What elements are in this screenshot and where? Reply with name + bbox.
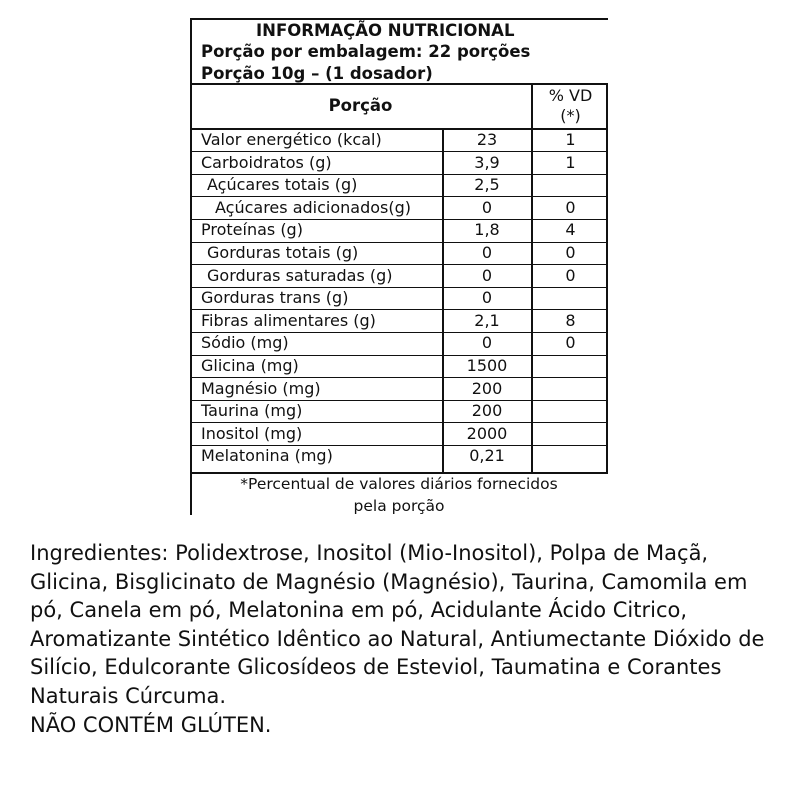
row-divider (190, 309, 608, 310)
row-divider (190, 219, 608, 220)
nutrient-name: Gorduras saturadas (g) (207, 265, 393, 285)
footnote-line-2: pela porção (353, 497, 445, 515)
row-divider (190, 400, 608, 401)
nutrient-amount: 0 (481, 288, 493, 308)
column-header-divider (190, 128, 608, 130)
vd-column-divider (531, 83, 533, 472)
nutrient-amount: 1500 (466, 356, 508, 375)
nutrient-amount: 1,8 (474, 220, 500, 240)
nutrient-amount: 200 (471, 378, 503, 398)
portion-size: Porção 10g – (1 dosador) (201, 64, 433, 83)
row-divider (190, 377, 608, 378)
table-bottom-divider (190, 472, 608, 474)
servings-per-package: Porção por embalagem: 22 porções (201, 42, 531, 61)
nutrient-name: Fibras alimentares (g) (201, 310, 376, 330)
ingredients-section (30, 539, 780, 739)
table-right-border (606, 83, 608, 472)
header-divider (190, 83, 608, 85)
row-divider (190, 287, 608, 288)
nutrient-vd: 0 (565, 265, 576, 285)
row-divider (190, 355, 608, 356)
nutrient-vd: 0 (565, 197, 576, 217)
row-divider (190, 422, 608, 423)
gluten-notice: NÃO CONTÉM GLÚTEN. (30, 712, 272, 737)
nutrient-vd: 1 (565, 152, 576, 172)
portion-column-header: Porção (328, 96, 393, 115)
nutrient-vd: 0 (565, 243, 576, 262)
nutrient-amount: 2,1 (474, 310, 500, 330)
nutrient-amount: 2,5 (474, 175, 500, 195)
nutrient-amount: 200 (471, 401, 503, 421)
nutrient-name: Gorduras totais (g) (207, 243, 359, 262)
nutrient-amount: 0 (481, 265, 493, 285)
vd-header-asterisk: (*) (560, 106, 581, 125)
row-divider (190, 242, 608, 243)
row-divider (190, 332, 608, 333)
nutrition-facts-table (190, 18, 608, 515)
nutrient-amount: 0 (481, 333, 493, 353)
nutrient-name: Valor energético (kcal) (201, 130, 382, 149)
vd-header-label: % VD (548, 86, 593, 105)
nutrient-vd: 4 (565, 220, 576, 240)
nutrient-amount: 0 (481, 197, 493, 217)
table-title: INFORMAÇÃO NUTRICIONAL (256, 21, 515, 40)
nutrient-name: Sódio (mg) (201, 333, 289, 353)
nutrient-vd: 0 (565, 333, 576, 353)
nutrient-amount: 0 (481, 243, 493, 262)
nutrient-vd: 8 (565, 310, 576, 330)
row-divider (190, 445, 608, 446)
nutrient-name: Taurina (mg) (201, 401, 303, 421)
row-divider (190, 264, 608, 265)
table-top-border (190, 18, 608, 20)
row-divider (190, 196, 608, 197)
nutrient-name: Magnésio (mg) (201, 378, 321, 398)
nutrient-name: Carboidratos (g) (201, 152, 332, 172)
footnote-line-1: *Percentual de valores diários fornecidos (240, 475, 558, 493)
nutrient-amount: 2000 (466, 423, 508, 443)
row-divider (190, 151, 608, 152)
nutrient-name: Açúcares totais (g) (207, 175, 358, 195)
nutrient-name: Glicina (mg) (201, 356, 299, 375)
nutrient-name: Inositol (mg) (201, 423, 303, 443)
nutrient-amount: 0,21 (469, 446, 505, 466)
nutrient-name: Melatonina (mg) (201, 446, 333, 466)
row-divider (190, 174, 608, 175)
vd-column-header (533, 86, 608, 126)
nutrient-name: Proteínas (g) (201, 220, 303, 240)
ingredients-list: Ingredientes: Polidextrose, Inositol (Mio-Inositol), Polpa de Maçã, Glicina, Bisglicinato de Magnésio (Magnésio), Taurina, Camomila em pó, Canela em pó, Melatonina em pó, Acidulante Ácido Citrico, Aromatizante Sintético Idêntico ao Natural, Antiumectante Dióxido de Silício, Edulcorante Glicosídeos de Esteviol, Taumatina e Corantes Naturais Cúrcuma. (30, 541, 765, 708)
amount-column-divider (442, 128, 444, 472)
nutrient-name: Açúcares adicionados(g) (215, 197, 411, 217)
nutrient-amount: 3,9 (474, 152, 500, 172)
nutrient-name: Gorduras trans (g) (201, 288, 349, 308)
nutrient-amount: 23 (476, 130, 498, 149)
nutrient-vd: 1 (565, 130, 576, 149)
table-left-border (190, 18, 192, 515)
